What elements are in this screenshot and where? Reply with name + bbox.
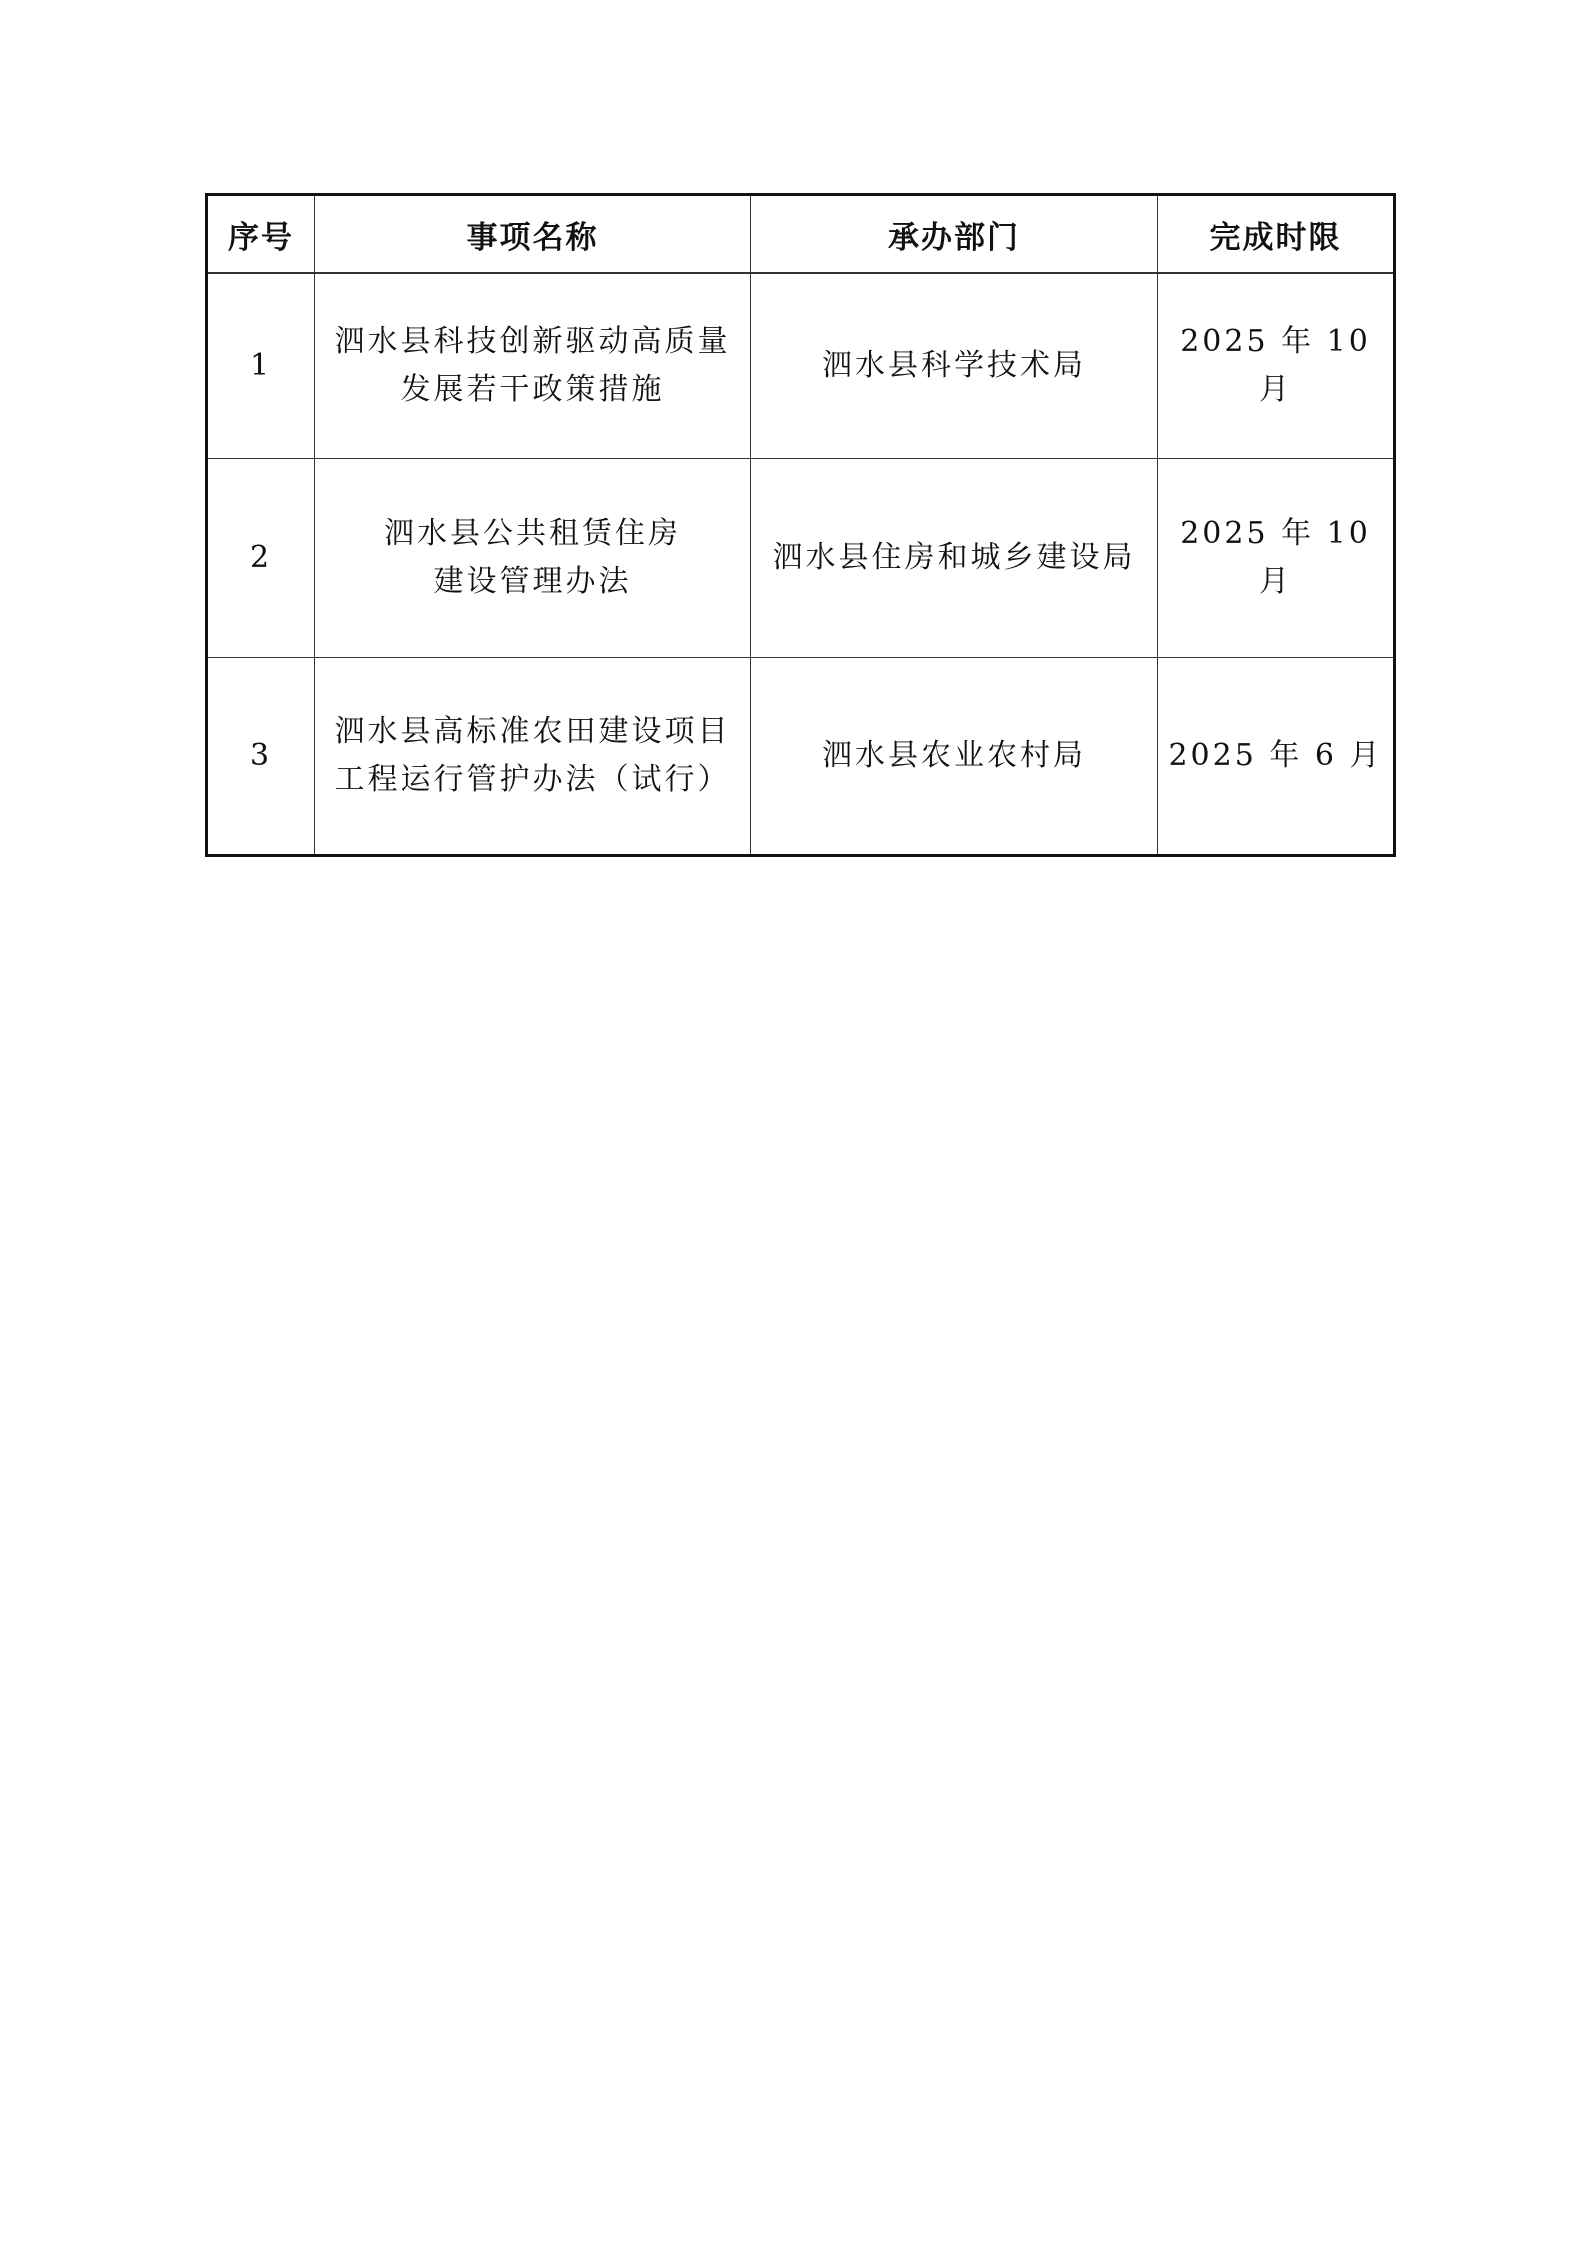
row-name [315, 459, 751, 658]
row-name-line: 工程运行管护办法（试行） [334, 762, 731, 797]
header-deadline: 完成时限 [1158, 195, 1395, 274]
row-name [315, 273, 751, 459]
header-no: 序号 [207, 195, 315, 274]
row-deadline: 2025 年 10 月 [1158, 273, 1395, 459]
row-no: 3 [207, 658, 315, 856]
row-name-line: 泗水县高标准农田建设项目 [334, 714, 731, 749]
row-department: 泗水县科学技术局 [751, 273, 1158, 459]
row-name-line: 泗水县科技创新驱动高质量 [334, 324, 731, 359]
row-name [315, 658, 751, 856]
row-deadline: 2025 年 10 月 [1158, 459, 1395, 658]
table-row [207, 658, 1395, 856]
row-name-line: 建设管理办法 [433, 564, 632, 599]
header-department: 承办部门 [751, 195, 1158, 274]
row-department: 泗水县农业农村局 [751, 658, 1158, 856]
row-no: 1 [207, 273, 315, 459]
plan-table [205, 193, 1396, 857]
row-name-line: 发展若干政策措施 [400, 372, 665, 407]
row-name-line: 泗水县公共租赁住房 [384, 516, 681, 551]
header-row [207, 195, 1395, 274]
row-no: 2 [207, 459, 315, 658]
table-row [207, 273, 1395, 459]
row-deadline: 2025 年 6 月 [1158, 658, 1395, 856]
header-name: 事项名称 [315, 195, 751, 274]
row-department: 泗水县住房和城乡建设局 [751, 459, 1158, 658]
table-row [207, 459, 1395, 658]
